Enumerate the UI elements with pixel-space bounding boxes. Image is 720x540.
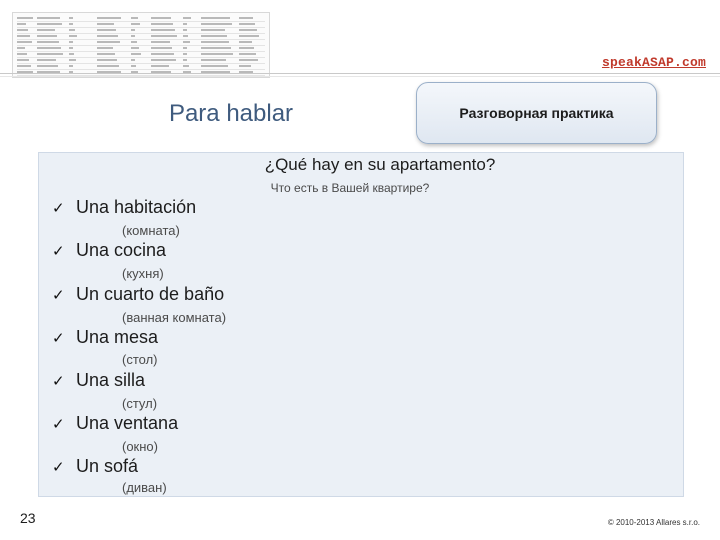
thumbnail-cell (37, 41, 59, 43)
thumbnail-cell (17, 17, 33, 19)
item-translation: (стол) (122, 352, 158, 367)
thumbnail-cell (97, 17, 121, 19)
thumbnail-row (17, 63, 265, 64)
thumbnail-row (17, 39, 265, 40)
thumbnail-cell (239, 29, 257, 31)
thumbnail-cell (97, 23, 114, 25)
thumbnail-cell (239, 65, 251, 67)
list-item (52, 240, 166, 261)
thumbnail-cell (17, 23, 26, 25)
section-title: Para hablar (168, 100, 294, 127)
thumbnail-cell (151, 35, 177, 37)
thumbnail-cell (97, 35, 118, 37)
thumbnail-cell (239, 17, 253, 19)
check-icon: ✓ (52, 416, 65, 433)
thumbnail-cell (37, 35, 57, 37)
thumbnail-cell (69, 41, 73, 43)
item-translation: (окно) (122, 439, 158, 454)
thumbnail-cell (151, 17, 171, 19)
thumbnail-cell (97, 59, 117, 61)
check-icon: ✓ (52, 373, 65, 390)
thumbnail-cell (183, 65, 189, 67)
thumbnail-cell (37, 65, 58, 67)
thumbnail-cell (37, 17, 60, 19)
thumbnail-row (17, 57, 265, 58)
copyright-notice: © 2010-2013 Allares s.r.o. (607, 518, 700, 527)
thumbnail-row (17, 27, 265, 28)
header-divider (0, 73, 720, 74)
thumbnail-cell (37, 29, 55, 31)
item-text: Una ventana (76, 413, 179, 433)
thumbnail-cell (183, 17, 191, 19)
thumbnail-cell (37, 59, 56, 61)
thumbnail-cell (131, 29, 135, 31)
check-icon: ✓ (52, 200, 65, 217)
thumbnail-cell (17, 65, 31, 67)
page-number: 23 (20, 510, 36, 526)
thumbnail-cell (201, 41, 229, 43)
thumbnail-cell (239, 41, 252, 43)
thumbnail-cell (97, 47, 113, 49)
thumbnail-cell (183, 53, 187, 55)
thumbnail-cell (17, 41, 32, 43)
thumbnail-cell (183, 29, 187, 31)
thumbnail-row (17, 69, 265, 70)
thumbnail-cell (239, 47, 254, 49)
thumbnail-cell (131, 47, 139, 49)
list-item (52, 456, 138, 477)
item-translation: (кухня) (122, 266, 164, 281)
thumbnail-cell (131, 35, 135, 37)
thumbnail-cell (17, 59, 29, 61)
item-translation: (комната) (122, 223, 180, 238)
thumbnail-cell (201, 35, 227, 37)
thumbnail-cell (17, 29, 28, 31)
thumbnail-cell (37, 47, 61, 49)
thumbnail-cell (151, 47, 172, 49)
item-text: Una cocina (76, 240, 167, 260)
item-text: Una habitación (76, 197, 197, 217)
thumbnail-cell (97, 29, 116, 31)
thumbnail-cell (131, 41, 137, 43)
question-translation: Что есть в Вашей квартире? (270, 181, 430, 195)
thumbnail-row (17, 21, 265, 22)
check-icon: ✓ (52, 330, 65, 347)
thumbnail-cell (183, 47, 187, 49)
thumbnail-cell (201, 29, 225, 31)
thumbnail-cell (69, 53, 74, 55)
thumbnail-cell (131, 59, 135, 61)
thumbnail-cell (151, 23, 173, 25)
thumbnail-cell (151, 41, 170, 43)
list-item (52, 197, 196, 218)
thumbnail-cell (239, 59, 258, 61)
thumbnail-cell (151, 59, 176, 61)
thumbnail-cell (201, 59, 226, 61)
thumbnail-cell (69, 59, 76, 61)
thumbnail-cell (17, 53, 27, 55)
thumbnail-row (17, 33, 265, 34)
thumbnail-cell (69, 17, 73, 19)
thumbnail-cell (201, 23, 232, 25)
header-divider-light (0, 76, 720, 77)
thumbnail-cell (17, 35, 30, 37)
thumbnail-row (17, 51, 265, 52)
thumbnail-cell (151, 29, 175, 31)
thumbnail-cell (17, 47, 25, 49)
check-icon: ✓ (52, 243, 65, 260)
list-item (52, 370, 145, 391)
thumbnail-cell (131, 53, 141, 55)
check-icon: ✓ (52, 287, 65, 304)
list-item (52, 413, 178, 434)
thumbnail-cell (183, 23, 187, 25)
thumbnail-cell (97, 65, 119, 67)
thumbnail-cell (239, 35, 259, 37)
thumbnail-cell (151, 53, 174, 55)
thumbnail-cell (183, 59, 187, 61)
thumbnail-row (17, 45, 265, 46)
check-icon: ✓ (52, 459, 65, 476)
thumbnail-cell (69, 29, 75, 31)
item-text: Una silla (76, 370, 146, 390)
thumbnail-cell (239, 23, 255, 25)
thumbnail-cell (183, 35, 188, 37)
item-text: Un sofá (76, 456, 139, 476)
thumbnail-cell (201, 65, 228, 67)
thumbnail-cell (97, 41, 120, 43)
thumbnail-cell (97, 53, 115, 55)
item-translation: (стул) (122, 396, 158, 411)
thumbnail-cell (69, 35, 77, 37)
thumbnail-cell (37, 23, 62, 25)
thumbnail-cell (131, 17, 138, 19)
practice-badge (416, 82, 657, 144)
thumbnail-cell (239, 53, 256, 55)
thumbnail-cell (183, 41, 190, 43)
thumbnail-cell (69, 47, 73, 49)
practice-label: Разговорная практика (459, 105, 614, 121)
thumbnail-cell (69, 23, 73, 25)
item-translation: (диван) (122, 480, 167, 495)
thumbnail-cell (37, 53, 63, 55)
thumbnail-cell (151, 65, 169, 67)
thumbnail-cell (131, 23, 140, 25)
table-thumbnail (12, 12, 270, 78)
thumbnail-cell (201, 17, 230, 19)
thumbnail-cell (69, 65, 73, 67)
item-translation: (ванная комната) (122, 310, 227, 325)
brand-link[interactable]: speakASAP.com (601, 55, 706, 70)
question-text: ¿Qué hay en su apartamento? (264, 155, 496, 174)
list-item (52, 327, 158, 348)
item-text: Un cuarto de baño (76, 284, 225, 304)
thumbnail-cell (201, 47, 231, 49)
item-text: Una mesa (76, 327, 159, 347)
thumbnail-cell (131, 65, 136, 67)
list-item (52, 284, 224, 305)
thumbnail-cell (201, 53, 233, 55)
